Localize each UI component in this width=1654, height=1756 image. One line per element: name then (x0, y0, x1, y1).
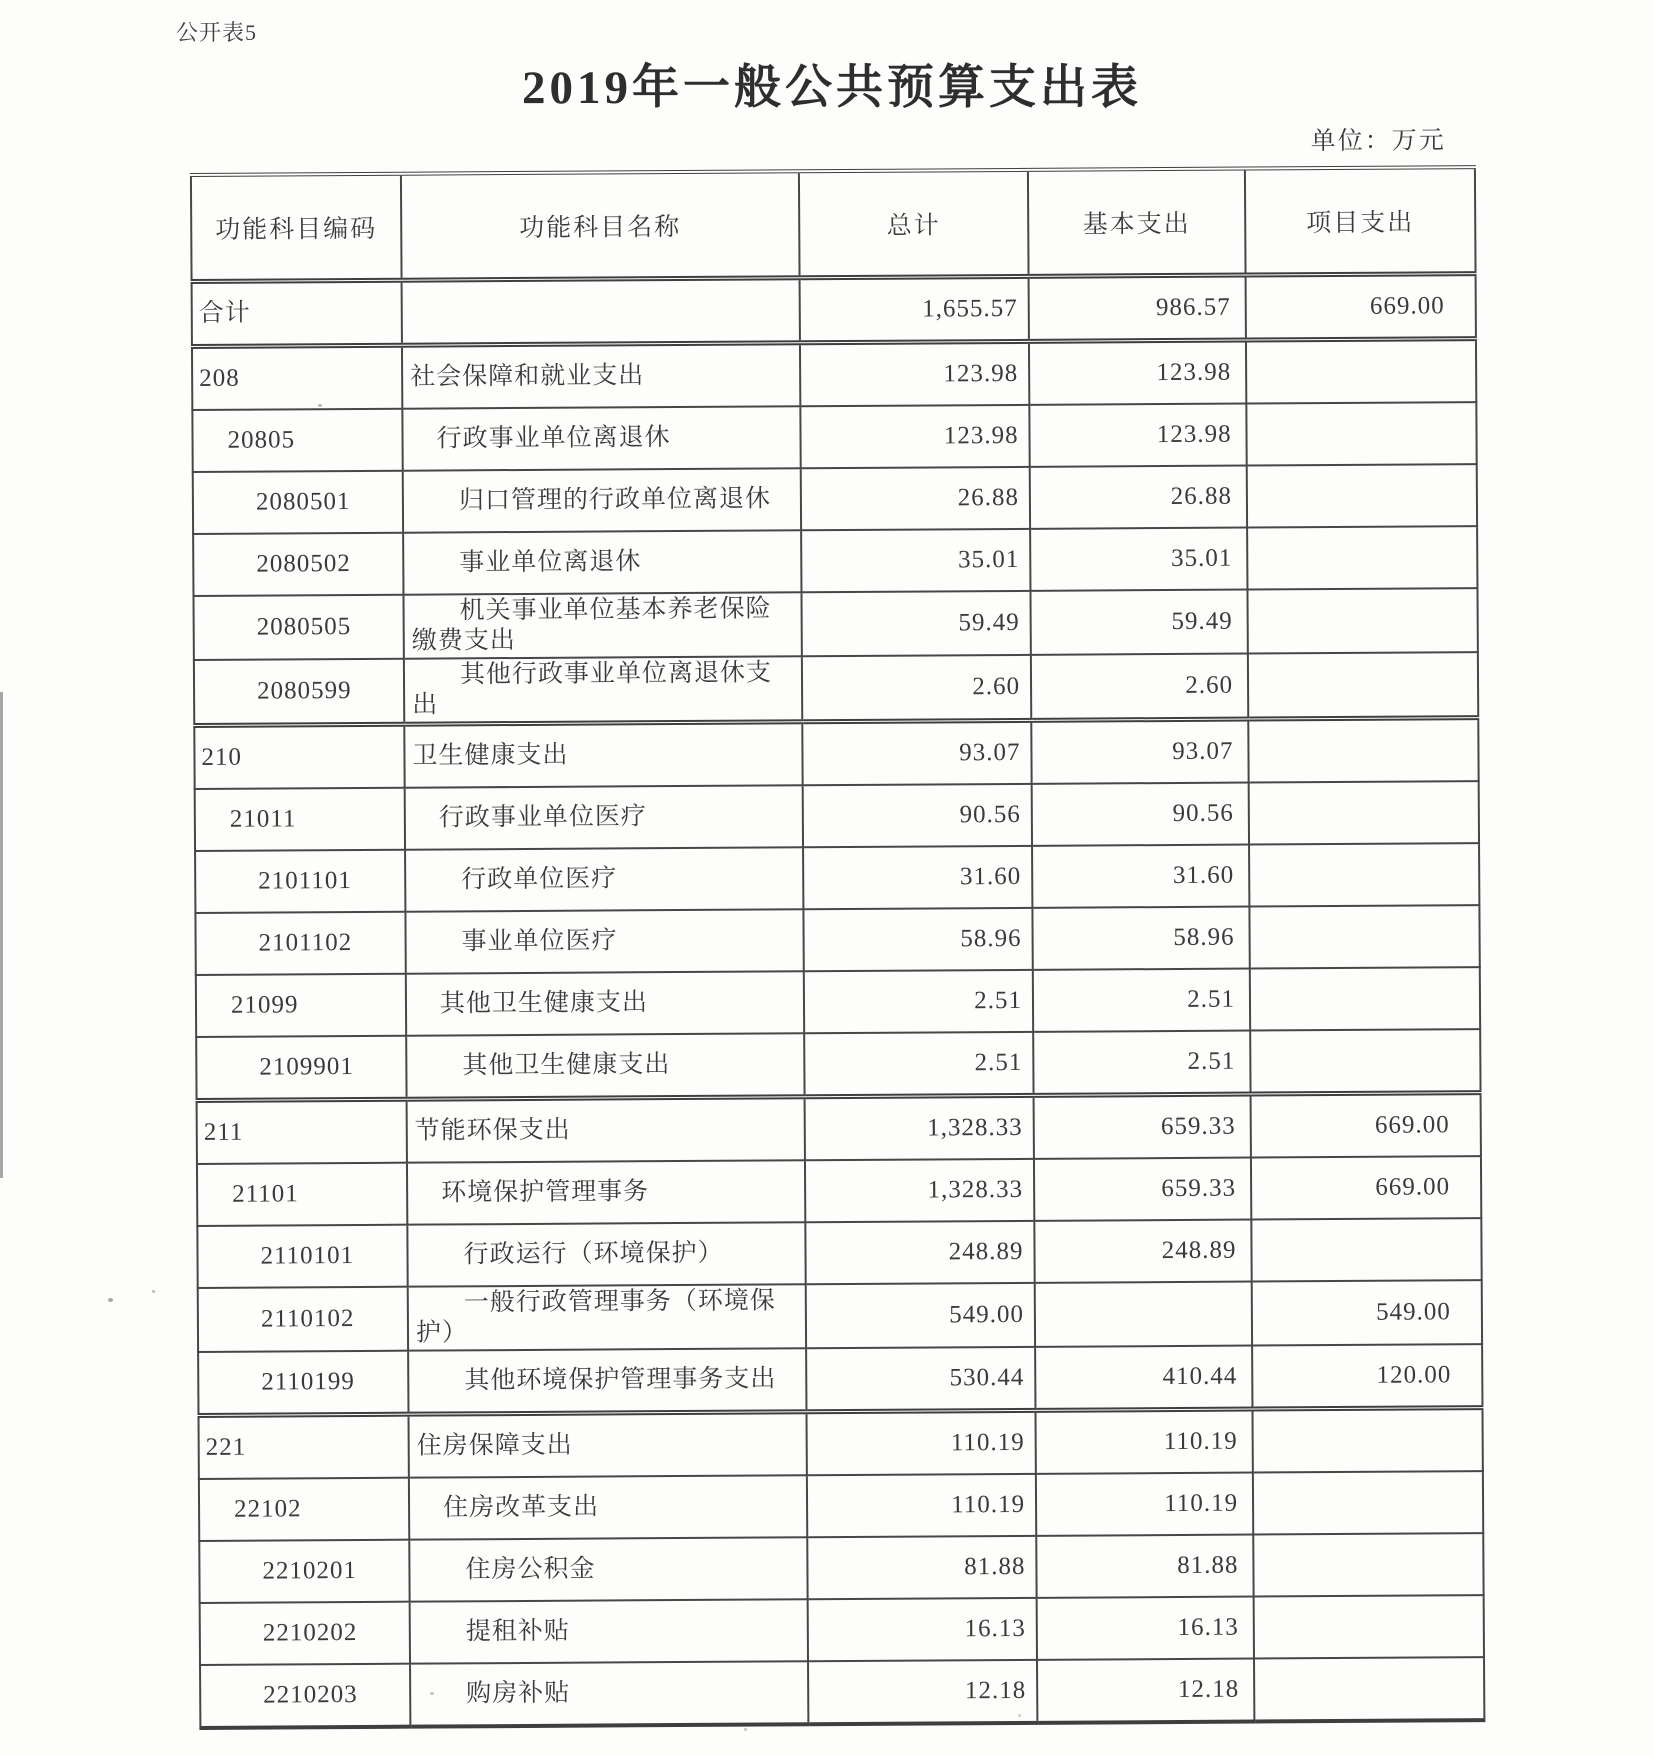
project-cell (1250, 1029, 1480, 1094)
table-row (195, 905, 1479, 975)
table-row (197, 1218, 1481, 1288)
function-name-cell: 节能环保支出 (407, 1097, 805, 1163)
table-row (198, 1408, 1482, 1479)
basic-cell: 659.33 (1034, 1158, 1251, 1221)
form-number-label: 公开表5 (176, 20, 258, 45)
function-name-cell: 其他环境保护管理事务支出 (408, 1348, 806, 1414)
project-cell: 120.00 (1252, 1344, 1482, 1409)
function-name-cell: 行政事业单位离退休 (402, 406, 800, 470)
total-cell: 2.60 (802, 655, 1031, 722)
function-code-cell: 21101 (197, 1163, 407, 1226)
total-cell: 2.51 (804, 1032, 1033, 1097)
total-cell: 12.18 (808, 1660, 1037, 1724)
total-cell: 31.60 (803, 846, 1032, 909)
total-cell: 93.07 (802, 720, 1031, 785)
function-name-cell: 一般行政管理事务（环境保护） (408, 1284, 806, 1350)
scan-speck (744, 1728, 747, 1731)
col-header-function-code: 功能科目编码 (191, 174, 402, 282)
function-code-cell: 2080501 (193, 471, 403, 534)
table-row (194, 652, 1478, 725)
total-cell: 123.98 (800, 405, 1029, 468)
total-cell: 1,655.57 (800, 276, 1029, 342)
page-title: 2019年一般公共预算支出表 (522, 62, 1142, 114)
total-cell: 1,328.33 (805, 1095, 1034, 1160)
scan-speck (430, 1692, 434, 1695)
basic-cell: 59.49 (1030, 590, 1247, 655)
table-row (193, 464, 1477, 534)
table-row (196, 1029, 1480, 1100)
total-cell: 59.49 (801, 591, 1030, 656)
function-name-cell (402, 278, 800, 345)
header-row (191, 167, 1476, 281)
table-row (197, 1093, 1481, 1164)
project-cell: 669.00 (1246, 274, 1476, 340)
project-cell (1250, 967, 1480, 1030)
basic-cell: 12.18 (1037, 1659, 1254, 1723)
function-code-cell: 2101102 (195, 912, 405, 975)
total-cell: 90.56 (803, 784, 1032, 847)
table-zone (190, 120, 1488, 1730)
function-code-cell: 2210201 (199, 1540, 409, 1603)
table-row (196, 967, 1480, 1037)
table-row (192, 402, 1476, 472)
function-name-cell: 机关事业单位基本养老保险缴费支出 (403, 592, 801, 658)
table-row (197, 1156, 1481, 1226)
total-cell: 549.00 (806, 1283, 1035, 1348)
table-row (192, 339, 1476, 410)
function-code-cell: 2210203 (200, 1664, 410, 1728)
project-cell (1252, 1408, 1482, 1473)
project-cell: 549.00 (1252, 1280, 1482, 1345)
basic-cell: 123.98 (1029, 404, 1246, 467)
function-code-cell: 211 (197, 1099, 407, 1164)
basic-cell: 31.60 (1032, 845, 1249, 908)
function-code-cell: 21099 (196, 974, 406, 1037)
function-code-cell: 22102 (199, 1478, 409, 1541)
basic-cell: 659.33 (1034, 1094, 1251, 1159)
scan-speck (152, 1290, 155, 1293)
scan-speck (1018, 1714, 1021, 1717)
project-cell (1254, 1595, 1484, 1658)
project-cell (1246, 402, 1476, 465)
function-name-cell: 环境保护管理事务 (407, 1160, 805, 1224)
function-code-cell: 21011 (195, 788, 405, 851)
project-cell (1249, 781, 1479, 844)
total-cell: 530.44 (806, 1347, 1035, 1412)
total-cell: 81.88 (807, 1536, 1036, 1599)
basic-cell: 35.01 (1030, 528, 1247, 591)
function-code-cell: 2110102 (198, 1287, 408, 1352)
table-row (199, 1471, 1483, 1541)
function-code-cell: 2080599 (194, 659, 404, 726)
table-row (195, 781, 1479, 851)
project-cell (1248, 718, 1478, 783)
function-name-cell: 事业单位离退休 (403, 530, 801, 594)
basic-cell: 986.57 (1029, 275, 1246, 341)
project-cell (1246, 339, 1476, 404)
project-cell (1247, 526, 1477, 589)
function-name-cell: 归口管理的行政单位离退休 (403, 468, 801, 532)
col-header-basic-expenditure: 基本支出 (1028, 169, 1246, 277)
project-cell (1249, 905, 1479, 968)
function-name-cell: 提租补贴 (410, 1599, 808, 1663)
total-cell: 26.88 (801, 467, 1030, 530)
project-cell (1248, 652, 1478, 719)
table-row (200, 1657, 1484, 1728)
function-code-cell: 221 (198, 1414, 408, 1479)
basic-cell: 26.88 (1030, 466, 1247, 529)
total-cell: 110.19 (806, 1410, 1035, 1475)
function-name-cell: 住房保障支出 (408, 1412, 806, 1478)
project-cell (1253, 1471, 1483, 1534)
project-cell (1253, 1533, 1483, 1596)
total-cell: 58.96 (803, 908, 1032, 971)
function-code-cell: 20805 (192, 409, 402, 472)
basic-cell: 410.44 (1035, 1346, 1252, 1411)
project-cell (1247, 588, 1477, 653)
total-cell: 110.19 (807, 1474, 1036, 1537)
function-code-cell: 2101101 (195, 850, 405, 913)
unit-label: 单位：万元 (1310, 127, 1446, 156)
total-cell: 248.89 (805, 1221, 1034, 1284)
col-header-function-name: 功能科目名称 (401, 171, 800, 280)
function-code-cell: 2080502 (193, 533, 403, 596)
total-cell: 1,328.33 (805, 1159, 1034, 1222)
function-code-cell: 2210202 (200, 1602, 410, 1665)
budget-table (190, 165, 1485, 1730)
function-name-cell: 行政事业单位医疗 (405, 785, 803, 849)
basic-cell: 110.19 (1036, 1473, 1253, 1536)
basic-cell: 110.19 (1035, 1409, 1252, 1474)
function-code-cell: 合计 (192, 280, 402, 346)
table-body (192, 274, 1485, 1728)
basic-cell (1035, 1282, 1252, 1347)
basic-cell: 93.07 (1031, 719, 1248, 784)
col-header-project-expenditure: 项目支出 (1245, 167, 1476, 275)
table-row (198, 1344, 1482, 1415)
table-row (194, 718, 1478, 789)
total-cell: 2.51 (804, 970, 1033, 1033)
function-name-cell: 行政单位医疗 (405, 847, 803, 911)
basic-cell: 2.51 (1033, 1031, 1250, 1096)
table-row (193, 526, 1477, 596)
col-header-total: 总计 (799, 170, 1029, 278)
total-cell: 16.13 (808, 1598, 1037, 1661)
basic-cell: 58.96 (1032, 907, 1249, 970)
basic-cell: 81.88 (1036, 1535, 1253, 1598)
project-cell: 669.00 (1251, 1093, 1481, 1158)
project-cell (1247, 464, 1477, 527)
total-cell: 35.01 (801, 529, 1030, 592)
scan-edge-artifact (0, 692, 3, 1178)
total-cell: 123.98 (800, 341, 1029, 406)
table-row (200, 1595, 1484, 1665)
scan-speck (108, 1298, 113, 1302)
basic-cell: 90.56 (1032, 783, 1249, 846)
table-row (193, 588, 1477, 660)
project-cell (1254, 1657, 1484, 1721)
function-name-cell: 住房公积金 (409, 1537, 807, 1601)
table-row (195, 843, 1479, 913)
function-code-cell: 208 (192, 345, 402, 410)
scan-speck (318, 404, 322, 407)
function-name-cell: 事业单位医疗 (405, 909, 803, 973)
table-row (198, 1280, 1482, 1352)
project-cell (1249, 843, 1479, 906)
project-cell: 669.00 (1251, 1156, 1481, 1219)
basic-cell: 2.51 (1033, 969, 1250, 1032)
function-name-cell: 其他行政事业单位离退休支出 (404, 656, 802, 724)
function-name-cell: 住房改革支出 (409, 1475, 807, 1539)
table-row (192, 274, 1476, 347)
basic-cell: 16.13 (1037, 1597, 1254, 1660)
function-name-cell: 行政运行（环境保护） (407, 1222, 805, 1286)
function-code-cell: 2110199 (198, 1351, 408, 1416)
function-name-cell: 购房补贴 (410, 1661, 808, 1726)
basic-cell: 2.60 (1031, 654, 1248, 721)
function-name-cell: 其他卫生健康支出 (406, 971, 804, 1035)
basic-cell: 123.98 (1029, 340, 1246, 405)
function-name-cell: 社会保障和就业支出 (402, 343, 800, 409)
table-row (199, 1533, 1483, 1603)
basic-cell: 248.89 (1034, 1220, 1251, 1283)
function-code-cell: 2080505 (193, 595, 403, 660)
function-name-cell: 其他卫生健康支出 (406, 1033, 804, 1099)
function-code-cell: 2109901 (196, 1036, 406, 1101)
project-cell (1251, 1218, 1481, 1281)
function-name-cell: 卫生健康支出 (404, 722, 802, 788)
function-code-cell: 2110101 (197, 1225, 407, 1288)
function-code-cell: 210 (194, 724, 404, 789)
